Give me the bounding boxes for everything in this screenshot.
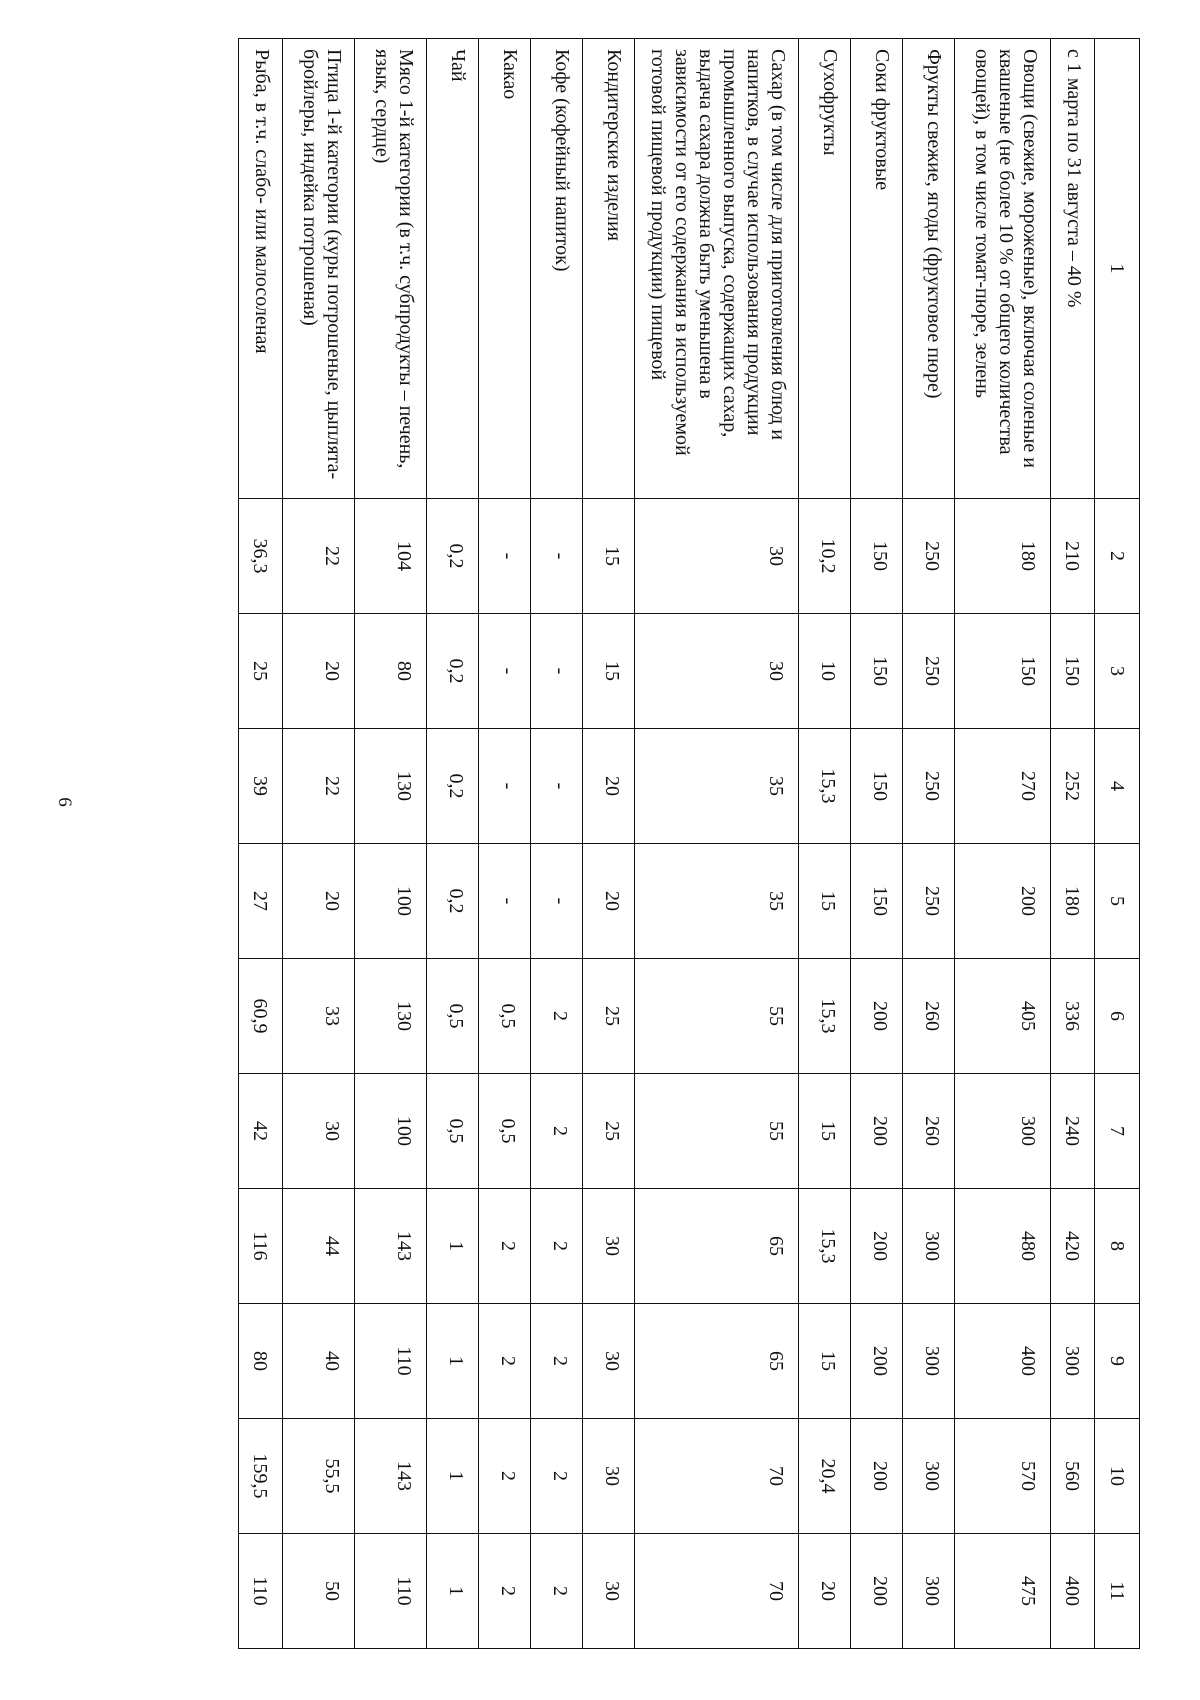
value-cell: 15,3	[799, 729, 851, 844]
value-cell: 50	[283, 1534, 355, 1649]
value-cell: 15	[799, 1074, 851, 1189]
product-name-cell: Птица 1-й категории (куры потрошеные, цыплята-бройлеры, индейка потрошеная)	[283, 39, 355, 499]
product-name-cell: Фрукты свежие, ягоды (фруктовое пюре)	[903, 39, 955, 499]
value-cell: 2	[531, 959, 583, 1074]
value-cell: 80	[239, 1304, 283, 1419]
column-header: 1	[1095, 39, 1140, 499]
product-name-cell: Кондитерские изделия	[583, 39, 635, 499]
value-cell: 1	[427, 1419, 479, 1534]
value-cell: 130	[355, 729, 427, 844]
value-cell: -	[479, 614, 531, 729]
value-cell: 150	[955, 614, 1051, 729]
value-cell: 150	[1051, 614, 1095, 729]
column-header: 10	[1095, 1419, 1140, 1534]
value-cell: 10,2	[799, 499, 851, 614]
value-cell: 0,2	[427, 499, 479, 614]
value-cell: 27	[239, 844, 283, 959]
value-cell: 405	[955, 959, 1051, 1074]
value-cell: 20	[283, 844, 355, 959]
value-cell: 260	[903, 1074, 955, 1189]
table-row	[851, 39, 903, 1649]
value-cell: 475	[955, 1534, 1051, 1649]
value-cell: 200	[851, 1534, 903, 1649]
value-cell: 55	[635, 1074, 799, 1189]
value-cell: 300	[903, 1419, 955, 1534]
column-header: 7	[1095, 1074, 1140, 1189]
product-name-cell: Какао	[479, 39, 531, 499]
value-cell: 104	[355, 499, 427, 614]
value-cell: -	[531, 614, 583, 729]
value-cell: 2	[479, 1304, 531, 1419]
value-cell: 200	[851, 1189, 903, 1304]
value-cell: 110	[239, 1534, 283, 1649]
product-name-cell: Сахар (в том числе для приготовления блюд и напитков, в случае использования продукции промышленного выпуска, содержащих сахар, выдача сахара должна быть уменьшена в зависимости от его содержания в используемой готовой пищевой продукции) пищевой	[635, 39, 799, 499]
value-cell: 0,2	[427, 614, 479, 729]
value-cell: 2	[531, 1189, 583, 1304]
value-cell: 200	[851, 959, 903, 1074]
value-cell: 33	[283, 959, 355, 1074]
value-cell: 70	[635, 1419, 799, 1534]
value-cell: -	[479, 499, 531, 614]
value-cell: 30	[283, 1074, 355, 1189]
value-cell: 300	[955, 1074, 1051, 1189]
value-cell: 20	[583, 844, 635, 959]
value-cell: 100	[355, 844, 427, 959]
value-cell: 22	[283, 729, 355, 844]
value-cell: 20	[583, 729, 635, 844]
value-cell: 15,3	[799, 959, 851, 1074]
value-cell: 65	[635, 1304, 799, 1419]
value-cell: 300	[903, 1534, 955, 1649]
value-cell: -	[531, 729, 583, 844]
product-name-cell: Рыба, в т.ч. слабо- или малосоленая	[239, 39, 283, 499]
page-number: 6	[54, 797, 75, 807]
value-cell: 30	[583, 1304, 635, 1419]
value-cell: 35	[635, 844, 799, 959]
value-cell: 30	[635, 614, 799, 729]
value-cell: 150	[851, 844, 903, 959]
value-cell: 300	[903, 1304, 955, 1419]
column-header: 2	[1095, 499, 1140, 614]
value-cell: 180	[955, 499, 1051, 614]
value-cell: 250	[903, 614, 955, 729]
value-cell: 250	[903, 499, 955, 614]
value-cell: 39	[239, 729, 283, 844]
value-cell: 200	[851, 1074, 903, 1189]
table-row	[479, 39, 531, 1649]
value-cell: -	[531, 499, 583, 614]
value-cell: 150	[851, 614, 903, 729]
product-name-cell: с 1 марта по 31 августа – 40 %	[1051, 39, 1095, 499]
value-cell: 36,3	[239, 499, 283, 614]
value-cell: 180	[1051, 844, 1095, 959]
product-name-cell: Чай	[427, 39, 479, 499]
value-cell: -	[479, 729, 531, 844]
value-cell: 110	[355, 1304, 427, 1419]
value-cell: 30	[583, 1419, 635, 1534]
value-cell: 20,4	[799, 1419, 851, 1534]
value-cell: 159,5	[239, 1419, 283, 1534]
column-header: 4	[1095, 729, 1140, 844]
value-cell: 560	[1051, 1419, 1095, 1534]
value-cell: 270	[955, 729, 1051, 844]
value-cell: 252	[1051, 729, 1095, 844]
value-cell: 300	[1051, 1304, 1095, 1419]
value-cell: 110	[355, 1534, 427, 1649]
value-cell: 200	[851, 1419, 903, 1534]
value-cell: 0,2	[427, 729, 479, 844]
value-cell: 200	[851, 1304, 903, 1419]
value-cell: 0,5	[427, 1074, 479, 1189]
table-row	[283, 39, 355, 1649]
value-cell: 250	[903, 729, 955, 844]
value-cell: 25	[239, 614, 283, 729]
value-cell: 10	[799, 614, 851, 729]
column-header: 6	[1095, 959, 1140, 1074]
table-row	[1051, 39, 1095, 1649]
value-cell: 42	[239, 1074, 283, 1189]
value-cell: 0,5	[427, 959, 479, 1074]
value-cell: 210	[1051, 499, 1095, 614]
value-cell: 0,5	[479, 1074, 531, 1189]
value-cell: 80	[355, 614, 427, 729]
value-cell: 116	[239, 1189, 283, 1304]
column-header: 8	[1095, 1189, 1140, 1304]
table-row	[531, 39, 583, 1649]
value-cell: 25	[583, 1074, 635, 1189]
table-row	[355, 39, 427, 1649]
value-cell: 1	[427, 1304, 479, 1419]
value-cell: 30	[583, 1534, 635, 1649]
value-cell: 2	[531, 1074, 583, 1189]
value-cell: 570	[955, 1419, 1051, 1534]
value-cell: 60,9	[239, 959, 283, 1074]
food-norms-table	[238, 38, 1140, 1649]
column-header: 11	[1095, 1534, 1140, 1649]
product-name-cell: Овощи (свежие, мороженые), включая соленые и квашеные (не более 10 % от общего количества овощей), в том числе томат-пюре, зелень	[955, 39, 1051, 499]
value-cell: 2	[531, 1534, 583, 1649]
value-cell: 55,5	[283, 1419, 355, 1534]
value-cell: 20	[283, 614, 355, 729]
value-cell: 30	[635, 499, 799, 614]
value-cell: 400	[1051, 1534, 1095, 1649]
value-cell: 336	[1051, 959, 1095, 1074]
product-name-cell: Сухофрукты	[799, 39, 851, 499]
value-cell: 44	[283, 1189, 355, 1304]
table-body	[239, 39, 1095, 1649]
value-cell: 1	[427, 1534, 479, 1649]
column-header: 5	[1095, 844, 1140, 959]
value-cell: 15	[799, 1304, 851, 1419]
value-cell: 30	[583, 1189, 635, 1304]
value-cell: 25	[583, 959, 635, 1074]
value-cell: 143	[355, 1189, 427, 1304]
product-name-cell: Кофе (кофейный напиток)	[531, 39, 583, 499]
value-cell: 400	[955, 1304, 1051, 1419]
value-cell: 0,5	[479, 959, 531, 1074]
column-header: 3	[1095, 614, 1140, 729]
value-cell: 15	[583, 614, 635, 729]
value-cell: 15	[799, 844, 851, 959]
value-cell: -	[531, 844, 583, 959]
value-cell: 200	[955, 844, 1051, 959]
rotated-table-container	[160, 38, 1140, 1648]
table-row	[427, 39, 479, 1649]
value-cell: 2	[479, 1189, 531, 1304]
value-cell: 70	[635, 1534, 799, 1649]
value-cell: 480	[955, 1189, 1051, 1304]
value-cell: 2	[479, 1534, 531, 1649]
value-cell: 15,3	[799, 1189, 851, 1304]
table-row	[239, 39, 283, 1649]
table-row	[955, 39, 1051, 1649]
table-header-row	[1095, 39, 1140, 1649]
value-cell: 35	[635, 729, 799, 844]
value-cell: -	[479, 844, 531, 959]
value-cell: 55	[635, 959, 799, 1074]
value-cell: 2	[531, 1304, 583, 1419]
value-cell: 2	[531, 1419, 583, 1534]
value-cell: 40	[283, 1304, 355, 1419]
table-row	[903, 39, 955, 1649]
value-cell: 143	[355, 1419, 427, 1534]
value-cell: 300	[903, 1189, 955, 1304]
value-cell: 1	[427, 1189, 479, 1304]
value-cell: 150	[851, 729, 903, 844]
table-row	[635, 39, 799, 1649]
table-row	[583, 39, 635, 1649]
product-name-cell: Мясо 1-й категории (в т.ч. субпродукты – печень, язык, сердце)	[355, 39, 427, 499]
value-cell: 100	[355, 1074, 427, 1189]
value-cell: 0,2	[427, 844, 479, 959]
value-cell: 420	[1051, 1189, 1095, 1304]
value-cell: 130	[355, 959, 427, 1074]
value-cell: 250	[903, 844, 955, 959]
value-cell: 2	[479, 1419, 531, 1534]
value-cell: 20	[799, 1534, 851, 1649]
value-cell: 22	[283, 499, 355, 614]
value-cell: 260	[903, 959, 955, 1074]
product-name-cell: Соки фруктовые	[851, 39, 903, 499]
value-cell: 240	[1051, 1074, 1095, 1189]
value-cell: 15	[583, 499, 635, 614]
table-row	[799, 39, 851, 1649]
value-cell: 65	[635, 1189, 799, 1304]
column-header: 9	[1095, 1304, 1140, 1419]
value-cell: 150	[851, 499, 903, 614]
